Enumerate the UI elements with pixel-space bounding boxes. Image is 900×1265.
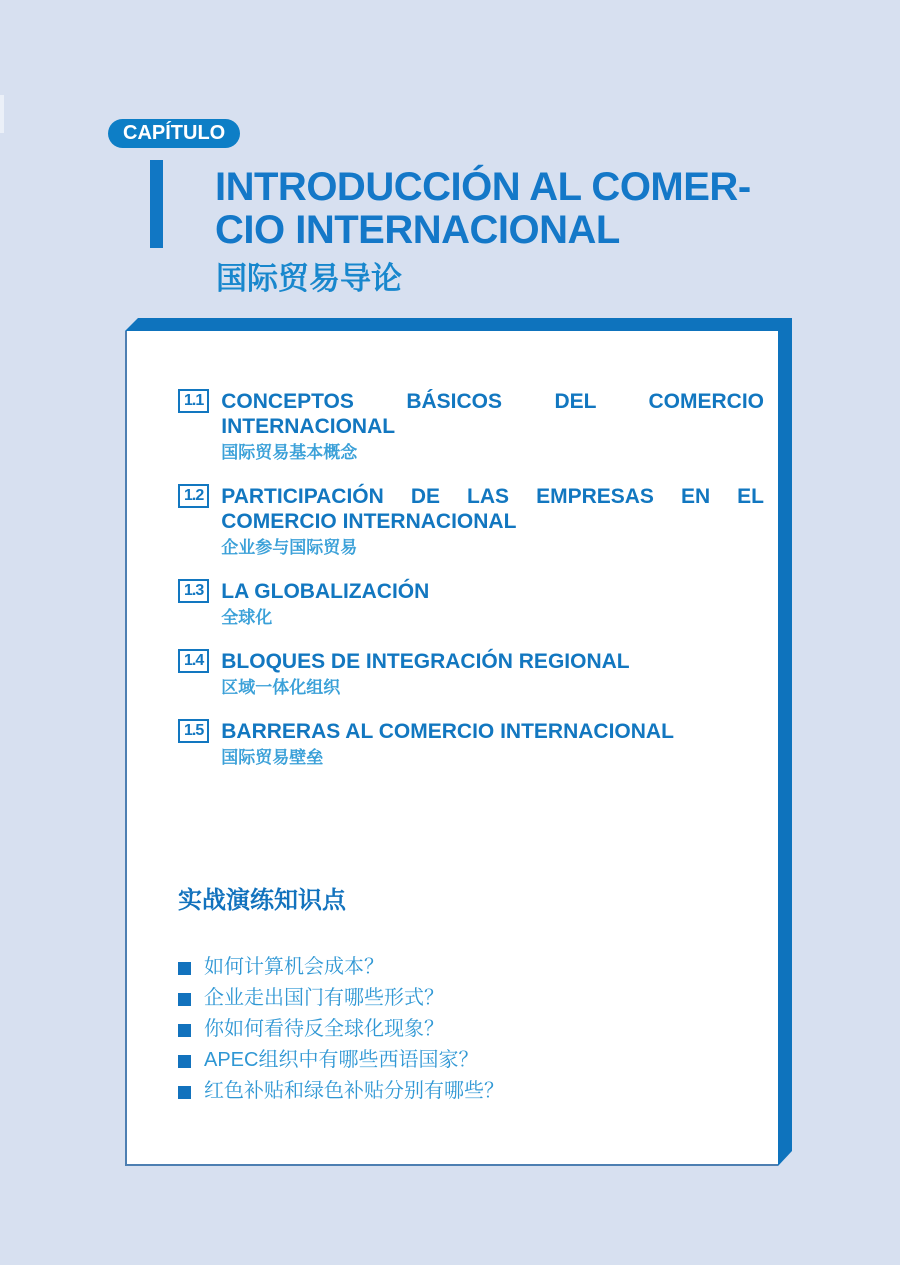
practice-item-text: APEC组织中有哪些西语国家？ <box>204 1049 479 1071</box>
card-body <box>125 331 778 1166</box>
toc-section-1-3 <box>178 579 764 629</box>
practice-block <box>178 880 748 1112</box>
toc-section-1-1 <box>178 389 764 464</box>
square-bullet-icon <box>178 993 191 1006</box>
section-number-badge: 1.1 <box>178 389 209 413</box>
section-text <box>221 579 764 629</box>
section-text <box>221 484 764 559</box>
section-title-zh: 区域一体化组织 <box>221 678 341 697</box>
section-title: CONCEPTOS BÁSICOS DEL COMERCIO INTERNACIONAL <box>221 390 764 438</box>
practice-item <box>178 1050 748 1071</box>
chapter-title <box>215 166 875 252</box>
practice-list <box>178 957 748 1102</box>
toc-section-1-2 <box>178 484 764 559</box>
chapter-title-zh: 国际贸易导论 <box>216 261 402 296</box>
section-title-zh: 企业参与国际贸易 <box>221 538 358 557</box>
square-bullet-icon <box>178 1086 191 1099</box>
practice-item <box>178 957 748 978</box>
toc-section-1-5 <box>178 719 764 769</box>
section-title-zh: 国际贸易基本概念 <box>221 443 358 462</box>
square-bullet-icon <box>178 1024 191 1037</box>
section-number-badge: 1.5 <box>178 719 209 743</box>
section-number-badge: 1.4 <box>178 649 209 673</box>
contents-card <box>125 318 792 1166</box>
chapter-title-line1: INTRODUCCIÓN AL COMER- <box>215 165 751 209</box>
square-bullet-icon <box>178 962 191 975</box>
practice-item <box>178 1081 748 1102</box>
table-of-contents <box>178 389 764 789</box>
section-number-badge: 1.3 <box>178 579 209 603</box>
chapter-title-line2: CIO INTERNACIONAL <box>215 208 620 252</box>
card-top-frame-bar <box>125 318 792 331</box>
practice-item-text: 如何计算机会成本？ <box>204 956 384 978</box>
practice-heading: 实战演练知识点 <box>178 887 346 914</box>
section-number-badge: 1.2 <box>178 484 209 508</box>
card-right-frame-bar <box>778 318 792 1166</box>
practice-item <box>178 1019 748 1040</box>
section-text <box>221 389 764 464</box>
section-title: BARRERAS AL COMERCIO INTERNACIONAL <box>221 720 674 743</box>
chapter-number-bar <box>150 160 163 248</box>
chapter-badge: CAPÍTULO <box>108 119 240 148</box>
square-bullet-icon <box>178 1055 191 1068</box>
section-title-zh: 国际贸易壁垒 <box>221 748 324 767</box>
section-title: BLOQUES DE INTEGRACIÓN REGIONAL <box>221 650 630 673</box>
practice-item-text: 红色补贴和绿色补贴分别有哪些？ <box>204 1080 504 1102</box>
page-edge-artifact <box>0 95 4 133</box>
practice-item-text: 你如何看待反全球化现象？ <box>204 1018 444 1040</box>
practice-item <box>178 988 748 1009</box>
section-text <box>221 649 764 699</box>
section-title: LA GLOBALIZACIÓN <box>221 580 430 603</box>
toc-section-1-4 <box>178 649 764 699</box>
section-title: PARTICIPACIÓN DE LAS EMPRESAS EN EL COMERCIO INTERNACIONAL <box>221 485 764 533</box>
practice-item-text: 企业走出国门有哪些形式？ <box>204 987 444 1009</box>
section-title-zh: 全球化 <box>221 608 273 627</box>
section-text <box>221 719 764 769</box>
